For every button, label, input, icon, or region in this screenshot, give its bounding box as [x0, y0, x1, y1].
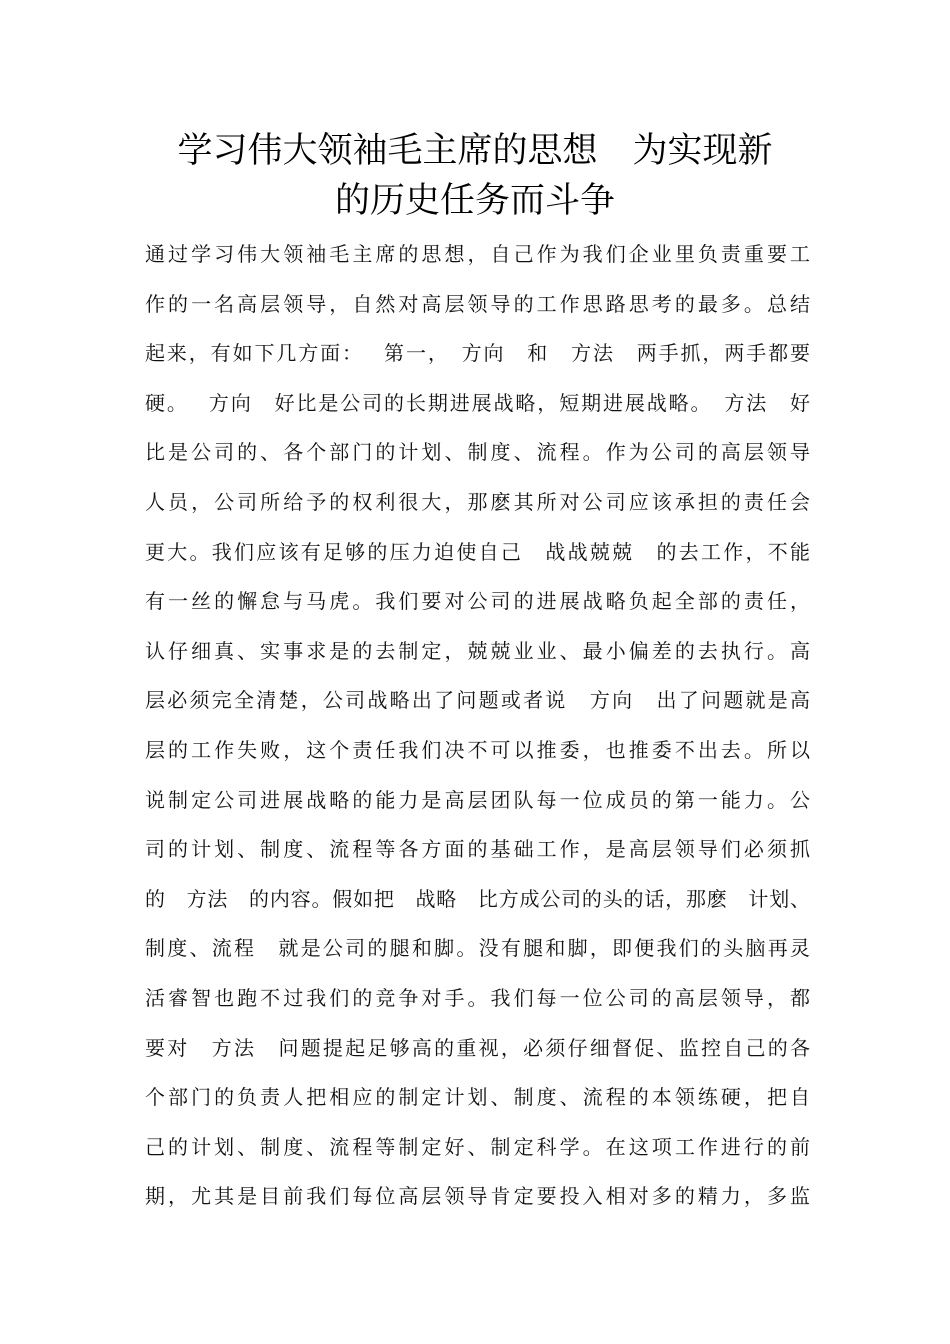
body-line: 要对 方法 问题提起足够高的重视，必须仔细督促、监控自己的各 — [145, 1035, 810, 1060]
body-line: 个部门的负责人把相应的制定计划、制度、流程的本领练硬，把自 — [145, 1085, 810, 1110]
body-line: 说制定公司进展战略的能力是高层团队每一位成员的第一能力。公 — [145, 787, 810, 812]
body-line: 制度、流程 就是公司的腿和脚。没有腿和脚，即便我们的头脑再灵 — [145, 936, 810, 961]
title-line-1: 学习伟大领袖毛主席的思想 为实现新 — [177, 131, 773, 171]
body-line: 更大。我们应该有足够的压力迫使自己 战战兢兢 的去工作，不能 — [145, 539, 810, 564]
body-line: 硬。 方向 好比是公司的长期进展战略，短期进展战略。 方法 好 — [145, 390, 810, 415]
body-line: 比是公司的、各个部门的计划、制度、流程。作为公司的高层领导 — [145, 440, 810, 465]
body-line: 层的工作失败，这个责任我们决不可以推委，也推委不出去。所以 — [145, 737, 810, 762]
body-line: 作的一名高层领导，自然对高层领导的工作思路思考的最多。总结 — [145, 291, 810, 316]
body-line: 的 方法 的内容。假如把 战略 比方成公司的头的话，那麽 计划、 — [145, 886, 810, 911]
body-line: 活睿智也跑不过我们的竞争对手。我们每一位公司的高层领导，都 — [145, 985, 810, 1010]
document-title — [100, 126, 850, 226]
body-line: 有一丝的懈怠与马虎。我们要对公司的进展战略负起全部的责任， — [145, 589, 810, 614]
body-line: 期，尤其是目前我们每位高层领导肯定要投入相对多的精力，多监 — [145, 1184, 810, 1209]
body-paragraph — [145, 230, 810, 1222]
body-line: 通过学习伟大领袖毛主席的思想，自己作为我们企业里负责重要工 — [145, 242, 810, 266]
body-line: 司的计划、制度、流程等各方面的基础工作，是高层领导们必须抓 — [145, 837, 810, 862]
body-line: 人员，公司所给予的权利很大，那麽其所对公司应该承担的责任会 — [145, 489, 810, 514]
body-line: 层必须完全清楚，公司战略出了问题或者说 方向 出了问题就是高 — [145, 688, 810, 713]
body-line: 己的计划、制度、流程等制定好、制定科学。在这项工作进行的前 — [145, 1134, 810, 1159]
body-line: 认仔细真、实事求是的去制定，兢兢业业、最小偏差的去执行。高 — [145, 638, 810, 663]
title-line-2: 的历史任务而斗争 — [334, 181, 615, 221]
body-line: 起来，有如下几方面： 第一， 方向 和 方法 两手抓，两手都要 — [145, 341, 810, 366]
